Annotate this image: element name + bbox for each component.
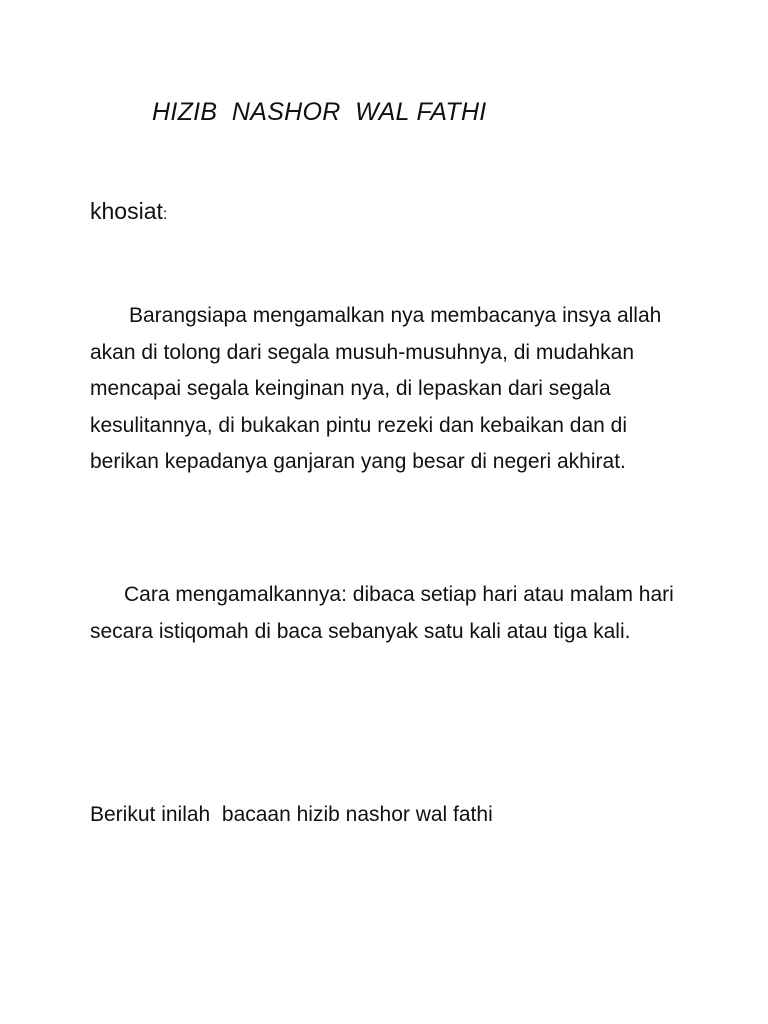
intro-paragraph: Berikut inilah bacaan hizib nashor wal fathi — [90, 803, 493, 826]
section-label-text: khosiat — [90, 198, 163, 224]
benefits-paragraph: Barangsiapa mengamalkan nya membacanya insya allah akan di tolong dari segala musuh-musuhnya, di mudahkan mencapai segala keinginan nya, di lepaskan dari segala kesulitannya, di bukakan pintu rezeki dan kebaikan dan di berikan kepadanya ganjaran yang besar di negeri akhirat. — [90, 304, 662, 473]
document-title: HIZIB NASHOR WAL FATHI — [152, 98, 487, 126]
section-label — [90, 198, 167, 225]
method-paragraph: Cara mengamalkannya: dibaca setiap hari atau malam hari secara istiqomah di baca sebanyak satu kali atau tiga kali. — [90, 583, 674, 643]
section-label-colon: : — [162, 206, 168, 223]
